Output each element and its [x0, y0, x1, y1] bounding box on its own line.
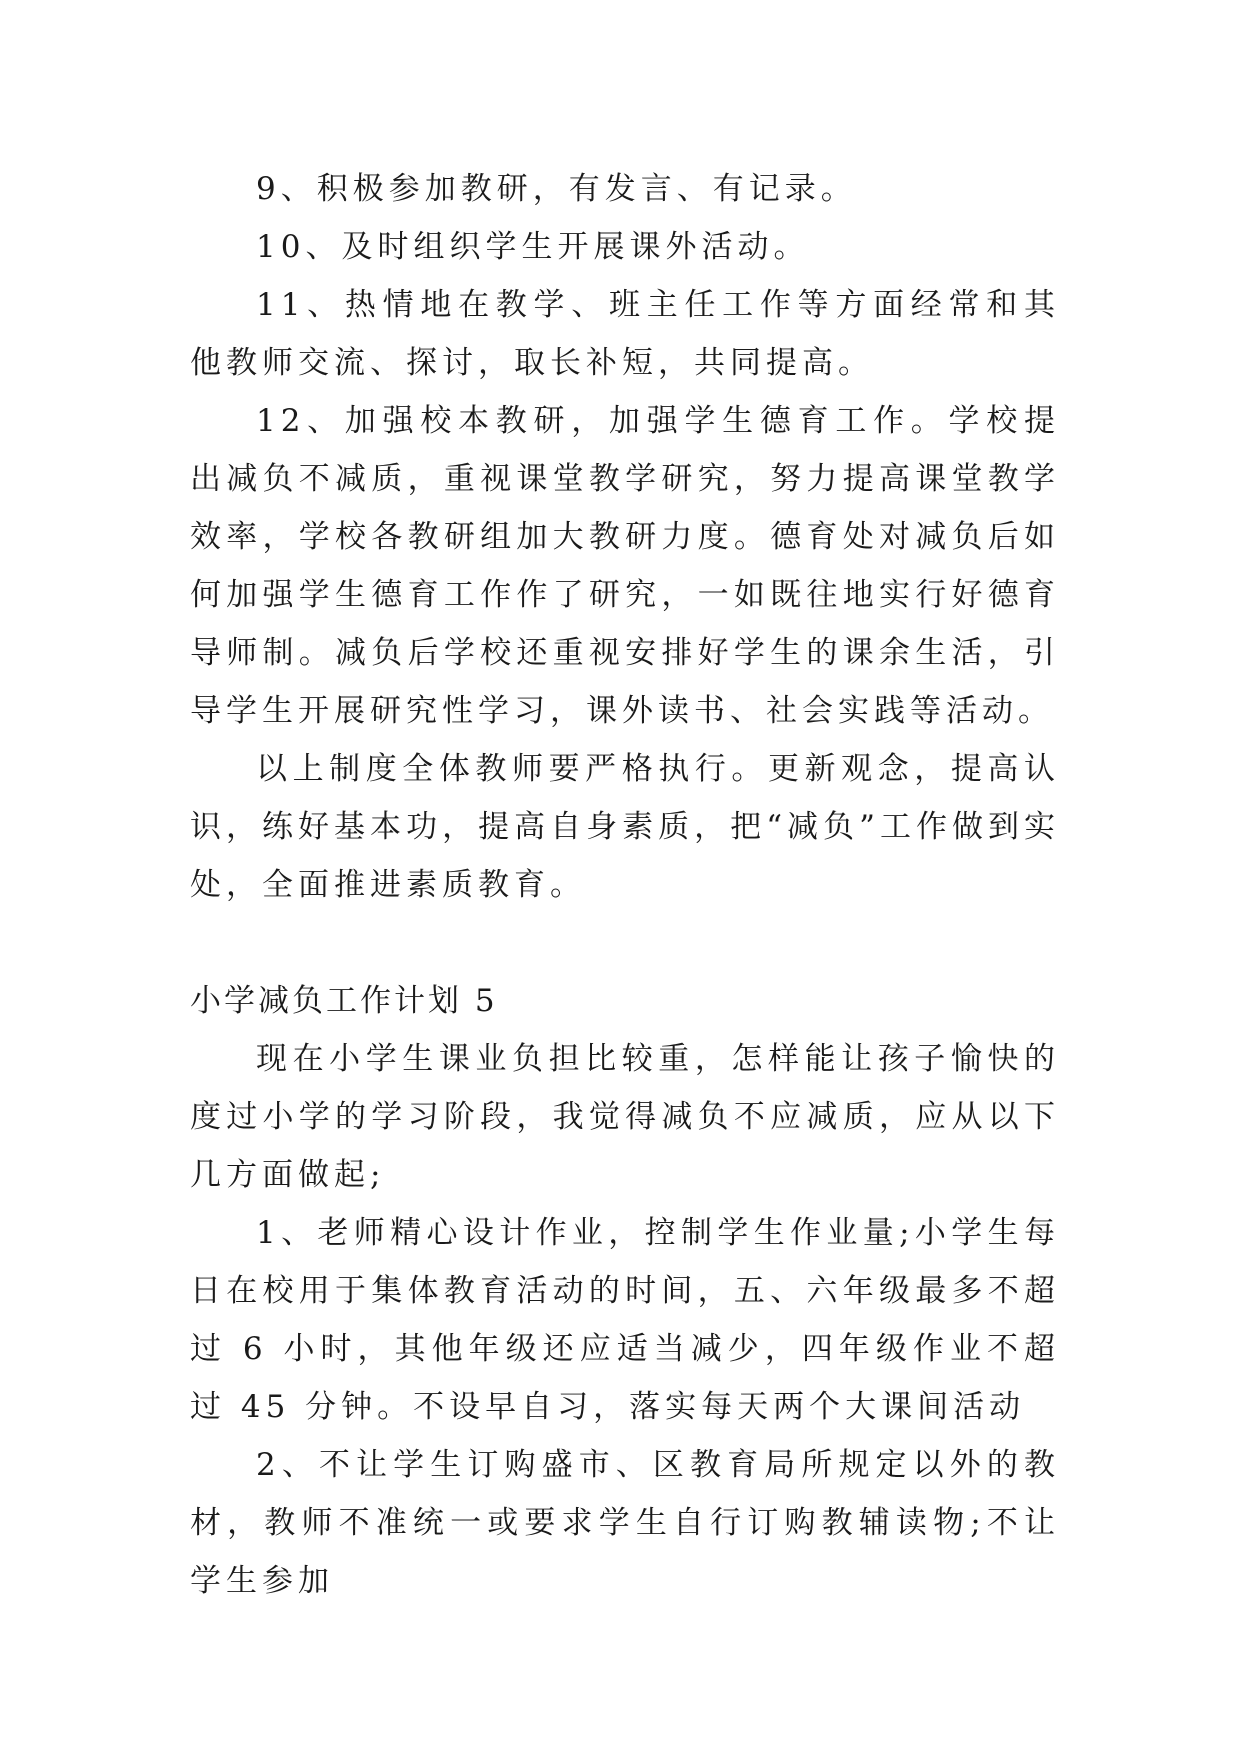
paragraph-item-10: 10、及时组织学生开展课外活动。 — [256, 229, 810, 265]
paragraph-intro: 现在小学生课业负担比较重，怎样能让孩子愉快的度过小学的学习阶段，我觉得减负不应减质，应从以下几方面做起; — [190, 1041, 1060, 1193]
paragraph-item-9: 9、积极参加教研，有发言、有记录。 — [256, 171, 857, 207]
paragraph-conclusion: 以上制度全体教师要严格执行。更新观念，提高认识，练好基本功，提高自身素质，把“减负”工作做到实处，全面推进素质教育。 — [190, 751, 1060, 903]
paragraph-item-1: 1、老师精心设计作业，控制学生作业量;小学生每日在校用于集体教育活动的时间，五、六年级最多不超过 6 小时，其他年级还应适当减少，四年级作业不超过 45 分钟。不设早自习，落实每天两个大课间活动 — [190, 1215, 1060, 1425]
paragraph-item-11: 11、热情地在教学、班主任工作等方面经常和其他教师交流、探讨，取长补短，共同提高。 — [190, 287, 1060, 381]
paragraph-item-12: 12、加强校本教研，加强学生德育工作。学校提出减负不减质，重视课堂教学研究，努力提高课堂教学效率，学校各教研组加大教研力度。德育处对减负后如何加强学生德育工作作了研究，一如既往地实行好德育导师制。减负后学校还重视安排好学生的课余生活，引导学生开展研究性学习，课外读书、社会实践等活动。 — [190, 403, 1060, 729]
document-body — [190, 160, 1060, 1610]
section-title: 小学减负工作计划 5 — [190, 983, 498, 1019]
paragraph-item-2: 2、不让学生订购盛市、区教育局所规定以外的教材，教师不准统一或要求学生自行订购教辅读物;不让学生参加 — [190, 1447, 1060, 1599]
